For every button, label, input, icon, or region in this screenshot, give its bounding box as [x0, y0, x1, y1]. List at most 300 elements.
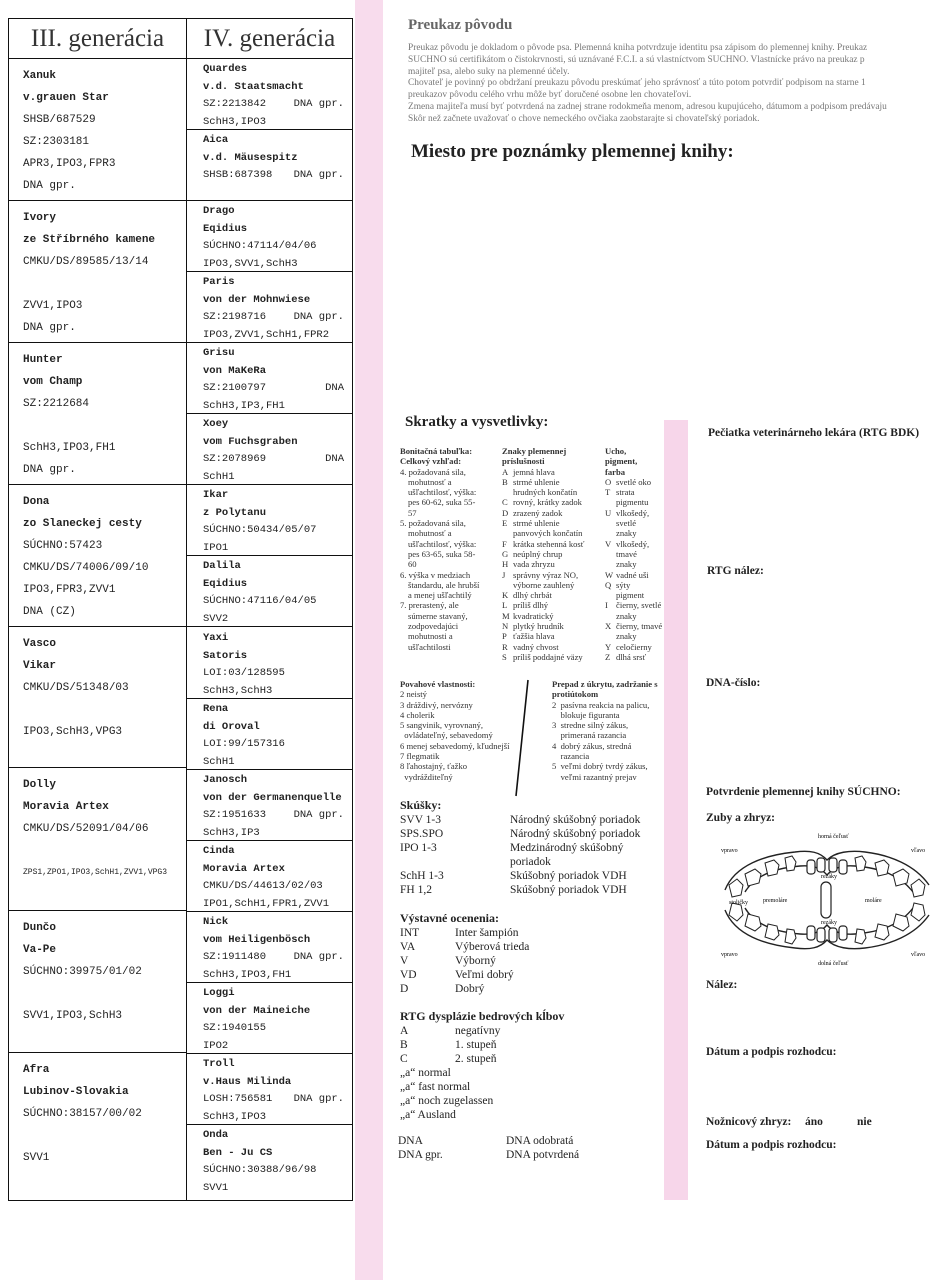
ear-pigment-item-code: Q — [605, 579, 612, 590]
g4-dog-5 — [187, 343, 352, 414]
g4-dog-3 — [187, 201, 352, 272]
breed-sign-item-code — [502, 487, 513, 497]
g4-reg: LOI:03/128595 — [203, 667, 285, 679]
g4-name: Cinda — [203, 845, 235, 857]
g4-reg-row — [203, 167, 352, 185]
g3-dog-6 — [9, 768, 187, 911]
ear-pigment-item-code — [605, 528, 616, 538]
ear-pigment-item-text: čierny, svetlé — [616, 600, 662, 611]
ear-pigment-item — [605, 611, 670, 621]
teeth-label-lower: dolná čeľusť — [818, 961, 849, 967]
breed-sign-item-code: M — [502, 610, 510, 621]
breed-sign-item-text: správny výraz NO, — [513, 569, 579, 580]
g4-kennel: von der Germanenquelle — [203, 791, 342, 804]
g3-line: SÚCHNO:39975/01/02 — [23, 966, 142, 978]
breed-signs-list — [502, 467, 602, 663]
g4-reg: LOI:99/157316 — [203, 738, 285, 750]
g3-line: CMKU/DS/89585/13/14 — [23, 256, 149, 268]
g4-titles: IPO1,SchH1,FPR1,ZVV1 — [203, 897, 330, 910]
g3-line: DNA gpr. — [23, 464, 76, 476]
g4-name: Dalila — [203, 560, 241, 572]
g3-line: Dona — [23, 496, 50, 508]
pink-margin-strip — [355, 0, 383, 1280]
teeth-label: Zuby a zhryz: — [706, 812, 775, 824]
exam-row — [400, 869, 660, 883]
g4-reg-row — [203, 593, 352, 611]
breed-sign-item-text: vadný chvost — [513, 641, 559, 652]
rtg-row-code: B — [400, 1039, 408, 1051]
ear-pigment-item-text: znaky — [616, 559, 637, 570]
exam-row-code — [400, 855, 510, 869]
teeth-label-molars: moláre — [865, 898, 882, 904]
g4-reg: SZ:2078969 — [203, 453, 267, 465]
dna-row — [398, 1134, 658, 1148]
award-row — [400, 968, 660, 982]
breed-sign-item-text: krátka stehenná kosť — [513, 538, 585, 549]
breed-sign-item-text: plytký hrudník — [513, 621, 564, 632]
exam-row-text: Skúšobný poriadok VDH — [510, 870, 627, 882]
teeth-label-left-upper: vľavo — [911, 848, 926, 854]
ear-pigment-item-text: pigmentu — [616, 497, 649, 508]
breed-sign-item — [502, 518, 602, 528]
ear-pigment-item-code — [605, 631, 616, 641]
g3-dog-4 — [9, 485, 187, 627]
dna-number-label: DNA-číslo: — [706, 677, 761, 689]
g4-titles: SchH3,IPO3,FH1 — [203, 968, 292, 981]
g4-titles: SchH1 — [203, 755, 235, 768]
g4-name: Ikar — [203, 489, 229, 501]
ear-pigment-item — [605, 518, 670, 528]
exam-row — [400, 813, 660, 827]
rtg-row-code: C — [400, 1053, 408, 1065]
ear-pigment-item-text: celočierny — [616, 641, 652, 652]
g4-kennel: Eqidius — [203, 577, 248, 590]
exam-row-code: IPO 1-3 — [400, 842, 437, 854]
g3-line: vom Champ — [23, 376, 83, 388]
exams-heading: Skúšky: — [400, 798, 442, 812]
ear-pigment-item-text: čierny, tmavé — [616, 621, 663, 632]
breed-sign-item-text: výborne zauhlený — [513, 579, 575, 590]
exam-row-code: FH 1,2 — [400, 884, 432, 896]
g3-line — [23, 415, 186, 437]
g4-dna: DNA gpr. — [293, 169, 344, 181]
breed-sign-item-text: strmé uhlenie — [513, 476, 560, 487]
ear-pigment-item-text: vadné uši — [616, 569, 649, 580]
ear-pigment-item — [605, 600, 670, 610]
breed-sign-item-code: G — [502, 548, 509, 559]
rtg-row-code: „a“ Ausland — [400, 1109, 456, 1121]
rtg-row — [400, 1108, 660, 1122]
breed-sign-item — [502, 539, 602, 549]
temperament-item: 3 dráždivý, nervózny — [400, 699, 473, 710]
g3-line: DNA gpr. — [23, 322, 76, 334]
dna-row-text: DNA odobratá — [506, 1135, 574, 1147]
g4-dog-9 — [187, 628, 352, 699]
g4-reg: LOSH:756581 — [203, 1093, 273, 1105]
bonitation-line: zodpovedajúci — [408, 621, 459, 632]
ear-pigment-item-text: vlkošedý, — [616, 538, 650, 549]
g4-reg: SZ:1940155 — [203, 1022, 267, 1034]
g4-reg: SHSB:687398 — [203, 169, 273, 181]
breed-sign-item-code: P — [502, 631, 507, 642]
temperament-item: 5 sangvinik, vyrovnaný, — [400, 720, 484, 731]
award-row-code: D — [400, 983, 409, 995]
g4-titles — [203, 185, 352, 203]
g4-reg-row — [203, 1162, 352, 1180]
attack-item: veľmi razantný prejav — [552, 771, 637, 782]
breed-sign-item-text: neúplný chrup — [513, 548, 563, 559]
g4-reg-row — [203, 736, 352, 754]
g3-line: Dunčo — [23, 922, 57, 934]
g4-dna: DNA gpr. — [293, 311, 344, 323]
g4-dna: DNA gpr. — [293, 951, 344, 963]
g3-line — [23, 1027, 186, 1049]
g4-titles: IPO1 — [203, 541, 229, 554]
g4-kennel: von der Maineiche — [203, 1004, 311, 1017]
ear-pigment-item — [605, 559, 670, 569]
g4-kennel: von MaKeRa — [203, 364, 267, 377]
dna-legend — [398, 1134, 658, 1162]
g4-dog-12 — [187, 841, 352, 912]
intro-line: SÚCHNO sú certifikátom o čistokrvnosti, sú uznávané F.C.I. a sú vlastníctvom SÚCHNO. Vlastnícke právo na preukaz p — [408, 54, 865, 65]
breed-sign-item-code: B — [502, 476, 508, 487]
ear-pigment-item-code: X — [605, 621, 612, 632]
g4-reg-row — [203, 96, 352, 114]
exam-row — [400, 841, 660, 855]
g4-kennel: z Polytanu — [203, 506, 267, 519]
intro-line: Zmena majiteľa musí byť potvrdená na zadnej strane rodokmeňa menom, adresou kupujúceho, dátumom a podpisom predávaju — [408, 101, 887, 112]
rtg-row-text: 2. stupeň — [455, 1053, 497, 1065]
breed-sign-item-code: F — [502, 538, 507, 549]
exam-row — [400, 827, 660, 841]
bonitation-line: 57 — [408, 507, 417, 518]
scissor-bite-label: Nožnicový zhryz: — [706, 1116, 792, 1128]
g3-dog-3 — [9, 343, 187, 485]
attack-section — [552, 679, 667, 782]
breed-sign-item-code: D — [502, 507, 509, 518]
ear-pigment-item — [605, 642, 670, 652]
bonitation-heading: Bonitačná tabuľka: Celkový vzhľad: — [400, 446, 473, 467]
g4-kennel: di Oroval — [203, 720, 260, 733]
g3-line — [23, 273, 186, 295]
g4-kennel: v.Haus Milinda — [203, 1075, 292, 1088]
pedigree-table — [8, 18, 353, 1201]
exam-row-text: poriadok — [510, 856, 551, 868]
g4-reg-row — [203, 1091, 352, 1109]
ear-pigment-item-code: Z — [605, 651, 611, 662]
bonitation-section — [400, 446, 500, 652]
g3-line: ze Stříbrného kamene — [23, 234, 156, 246]
rtg-row-code: A — [400, 1025, 409, 1037]
ear-pigment-item-code: U — [605, 507, 612, 518]
teeth-diagram — [715, 830, 931, 970]
g4-kennel: v.d. Staatsmacht — [203, 80, 304, 93]
g4-name: Onda — [203, 1129, 229, 1141]
studbook-confirmation-label: Potvrdenie plemennej knihy SÚCHNO: — [706, 786, 901, 798]
g4-titles: SVV2 — [203, 612, 229, 625]
g4-dna: DNA — [325, 453, 344, 465]
temperament-heading: Povahové vlastnosti: — [400, 679, 476, 689]
ear-pigment-item — [605, 487, 670, 497]
ear-pigment-item — [605, 539, 670, 549]
g4-titles: IPO2 — [203, 1039, 229, 1052]
ear-pigment-item-text: dlhá srsť — [616, 651, 647, 662]
dna-row — [398, 1148, 658, 1162]
breed-signs-section — [502, 446, 602, 662]
g4-reg: SÚCHNO:47114/04/06 — [203, 240, 317, 252]
g3-line: CMKU/DS/52091/04/06 — [23, 823, 149, 835]
exams-section — [400, 798, 660, 897]
temperament-item: 7 flegmatik — [400, 751, 440, 762]
g4-dog-8 — [187, 556, 352, 627]
g4-name: Grisu — [203, 347, 235, 359]
breed-sign-item-text: panvových končatín — [513, 528, 583, 539]
g4-dog-6 — [187, 414, 352, 485]
g4-dna: DNA — [325, 382, 344, 394]
ear-pigment-item — [605, 570, 670, 580]
g3-line — [23, 884, 186, 906]
breed-sign-item-text: strmé uhlenie — [513, 518, 560, 529]
ear-pigment-item-text: znaky — [616, 528, 637, 539]
rtg-row — [400, 1024, 660, 1038]
dna-row-text: DNA potvrdená — [506, 1149, 580, 1161]
ear-pigment-item-code — [605, 590, 616, 600]
g4-dog-14 — [187, 983, 352, 1054]
attack-item: 2 pasívna reakcia na palicu, — [552, 699, 650, 710]
g4-kennel: vom Heiligenbösch — [203, 933, 311, 946]
ear-pigment-item-text: svetlé oko — [616, 476, 652, 487]
breed-sign-item-code: L — [502, 600, 508, 611]
exam-row-text: Národný skúšobný poriadok — [510, 828, 641, 840]
g4-kennel: vom Fuchsgraben — [203, 435, 298, 448]
breed-sign-item-text: jemná hlava — [513, 466, 555, 477]
award-row — [400, 926, 660, 940]
breed-sign-item-text: kvadratický — [513, 610, 554, 621]
hip-dysplasia-section — [400, 1009, 660, 1122]
g4-name: Aica — [203, 134, 229, 146]
g3-line: Lubinov-Slovakia — [23, 1086, 129, 1098]
bonitation-line: 5. požadovaná sila, — [400, 518, 466, 529]
breed-sign-item — [502, 611, 602, 621]
ear-pigment-item-code: V — [605, 538, 612, 549]
exam-row-code: SVV 1-3 — [400, 814, 442, 826]
g4-titles: IPO3,SVV1,SchH3 — [203, 257, 298, 270]
hip-dysplasia-list — [400, 1024, 660, 1122]
ear-pigment-item-code: I — [605, 600, 608, 611]
award-row-code: V — [400, 955, 409, 967]
breed-sign-item-code: H — [502, 559, 509, 570]
intro-paragraph — [408, 43, 931, 126]
ear-pigment-item-text: sýty — [616, 579, 631, 590]
attack-item: blokuje figuranta — [552, 709, 620, 720]
ear-pigment-item-text: znaky — [616, 610, 637, 621]
breed-sign-item — [502, 642, 602, 652]
g4-dog-4 — [187, 272, 352, 343]
attack-list — [552, 700, 667, 782]
g3-line: Xanuk — [23, 70, 57, 82]
bonitation-line: ušľachtilosť, výška: — [408, 487, 477, 498]
breed-sign-item-text: zrazený zadok — [513, 507, 563, 518]
g4-reg: SÚCHNO:30388/96/98 — [203, 1164, 317, 1176]
ear-pigment-item-text: strata — [616, 487, 635, 498]
bonitation-line: mohutnosť a — [408, 528, 452, 539]
bonitation-line: a menej ušľachtilý — [408, 590, 472, 601]
scissor-bite-no: nie — [857, 1116, 872, 1128]
bonitation-line: súmerne stavaný, — [408, 610, 468, 621]
document-title: Preukaz pôvodu — [408, 17, 513, 33]
rtg-row — [400, 1038, 660, 1052]
exam-row — [400, 855, 660, 869]
g4-kennel: v.d. Mäusespitz — [203, 151, 298, 164]
g4-name: Quardes — [203, 63, 248, 75]
g3-line — [23, 1169, 186, 1191]
ear-pigment-item-text: svetlé — [616, 518, 637, 529]
header-generation-3: III. generácia — [9, 19, 187, 59]
g4-name: Loggi — [203, 987, 235, 999]
g3-line: DNA (CZ) — [23, 606, 76, 618]
award-row-text: Výborný — [455, 955, 496, 967]
g4-dog-15 — [187, 1054, 352, 1125]
g3-line: Afra — [23, 1064, 50, 1076]
breed-sign-item-code — [502, 580, 513, 590]
attack-item: razancia — [552, 751, 590, 762]
breed-sign-item — [502, 570, 602, 580]
g3-line: SZ:2303181 — [23, 136, 90, 148]
g3-dog-2 — [9, 201, 187, 343]
breed-sign-item-code: A — [502, 466, 509, 477]
rtg-row-code: „a“ fast normal — [400, 1081, 471, 1093]
g4-dog-13 — [187, 912, 352, 983]
g3-line: Vikar — [23, 660, 57, 672]
g3-line: DNA gpr. — [23, 180, 76, 192]
g4-reg: SÚCHNO:47116/04/05 — [203, 595, 317, 607]
g3-dog-8 — [9, 1053, 187, 1200]
g3-line: SVV1,IPO3,SchH3 — [23, 1010, 123, 1022]
teeth-label-incisors-lower: rezáky — [821, 920, 837, 926]
bonitation-line: ušľachtilosti — [408, 641, 451, 652]
g3-line: Hunter — [23, 354, 63, 366]
bonitation-line: pes 60-62, suka 55- — [408, 497, 476, 508]
g3-line: v.grauen Star — [23, 92, 109, 104]
ear-pigment-item-text: tmavé — [616, 548, 637, 559]
g4-kennel: Moravia Artex — [203, 862, 285, 875]
g4-reg-row — [203, 451, 352, 469]
g3-line — [23, 840, 186, 862]
g4-reg-row — [203, 309, 352, 327]
ear-pigment-heading: Ucho, pigment, farba — [605, 446, 638, 477]
g3-line: SÚCHNO:57423 — [23, 540, 103, 552]
ear-pigment-item-code: O — [605, 476, 612, 487]
award-row — [400, 954, 660, 968]
bonitation-line: štandardu, ale hrubší — [408, 579, 480, 590]
g4-reg-row — [203, 1020, 352, 1038]
g4-reg-row — [203, 380, 352, 398]
g4-reg: SZ:1911480 — [203, 951, 267, 963]
g3-line: IPO3,FPR3,ZVV1 — [23, 584, 116, 596]
finding-label: Nález: — [706, 979, 738, 991]
g3-line: SchH3,IPO3,FH1 — [23, 442, 116, 454]
ear-pigment-item-code — [605, 549, 616, 559]
breed-sign-item-code: K — [502, 590, 509, 601]
attack-item: 4 dobrý zákus, stredná — [552, 740, 632, 751]
breed-sign-item-code: N — [502, 621, 509, 632]
breed-sign-item — [502, 600, 602, 610]
temperament-item: ovládateľný, sebavedomý — [400, 730, 493, 741]
g4-name: Rena — [203, 703, 229, 715]
g4-titles: SchH3,IPO3 — [203, 115, 267, 128]
breed-sign-item-code: J — [502, 569, 506, 580]
g4-name: Paris — [203, 276, 235, 288]
g4-titles: SVV1 — [203, 1181, 229, 1194]
exam-row-text: Medzinárodný skúšobný — [510, 842, 624, 854]
exam-row — [400, 883, 660, 897]
g4-dog-1 — [187, 59, 352, 130]
g3-line: Va-Pe — [23, 944, 57, 956]
g4-dna: DNA gpr. — [293, 1093, 344, 1105]
intro-line: Preukaz pôvodu je dokladom o pôvode psa. Plemenná kniha potvrdzuje identitu psa zápisom do plemennej knihy. Preukaz — [408, 43, 868, 53]
ear-pigment-item — [605, 652, 670, 662]
bonitation-line: 4. požadovaná sila, — [400, 466, 466, 477]
g4-reg: SZ:2198716 — [203, 311, 267, 323]
dna-row-code: DNA — [398, 1135, 423, 1147]
g3-line — [23, 743, 186, 765]
ear-pigment-item-text: pigment — [616, 590, 645, 601]
g4-name: Nick — [203, 916, 229, 928]
intro-line: majiteľ psa, alebo suky na plemenné účely. — [408, 66, 570, 77]
ear-pigment-item-code — [605, 497, 616, 507]
exams-list — [400, 813, 660, 897]
g3-line: SÚCHNO:38157/00/02 — [23, 1108, 142, 1120]
teeth-label-incisors-upper: rezáky — [821, 874, 837, 880]
g4-dog-16 — [187, 1125, 352, 1196]
show-awards-list — [400, 926, 660, 996]
show-awards-heading: Výstavné ocenenia: — [400, 911, 499, 925]
ear-pigment-item — [605, 477, 670, 487]
award-row — [400, 982, 660, 996]
attack-item: primeraná razancia — [552, 730, 627, 741]
g4-dna: DNA gpr. — [293, 98, 344, 110]
ear-pigment-item — [605, 621, 670, 631]
award-row-code: INT — [400, 927, 420, 939]
g4-titles: SchH1 — [203, 470, 235, 483]
hip-dysplasia-heading: RTG dysplázie bedrových kĺbov — [400, 1009, 565, 1023]
g3-line: CMKU/DS/74006/09/10 — [23, 562, 149, 574]
ear-pigment-item-code — [605, 559, 616, 569]
breed-sign-item-code: R — [502, 641, 508, 652]
rtg-finding-label: RTG nález: — [707, 565, 764, 577]
g4-titles: SchH3,IP3,FH1 — [203, 399, 285, 412]
temperament-item: 8 ľahostajný, ťažko — [400, 761, 468, 772]
intro-line: preukazov pôvodu celého vrhu môže byť doručené osobne len chovateľovi. — [408, 90, 692, 101]
g3-line: ZPS1,ZPO1,IPO3,SchH1,ZVV1,VPG3 — [23, 868, 168, 877]
award-row-code: VA — [400, 941, 416, 953]
bonitation-line: mohutnosť a — [408, 476, 452, 487]
teeth-label-upper: horná čeľusť — [818, 834, 849, 840]
g3-dog-5 — [9, 627, 187, 768]
g3-dog-7 — [9, 911, 187, 1053]
g4-kennel: Eqidius — [203, 222, 248, 235]
exam-row-code: SchH 1-3 — [400, 870, 444, 882]
bonitation-line: 7. prerastený, ale — [400, 600, 459, 611]
rtg-row — [400, 1066, 660, 1080]
rtg-row-text: negatívny — [455, 1025, 501, 1037]
g4-kennel: von der Mohnwiese — [203, 293, 311, 306]
exam-row-code: SPS.SPO — [400, 828, 444, 840]
breed-sign-item — [502, 528, 602, 538]
g4-reg: SZ:2100797 — [203, 382, 267, 394]
ear-pigment-list — [605, 477, 670, 662]
g3-line: Dolly — [23, 779, 57, 791]
